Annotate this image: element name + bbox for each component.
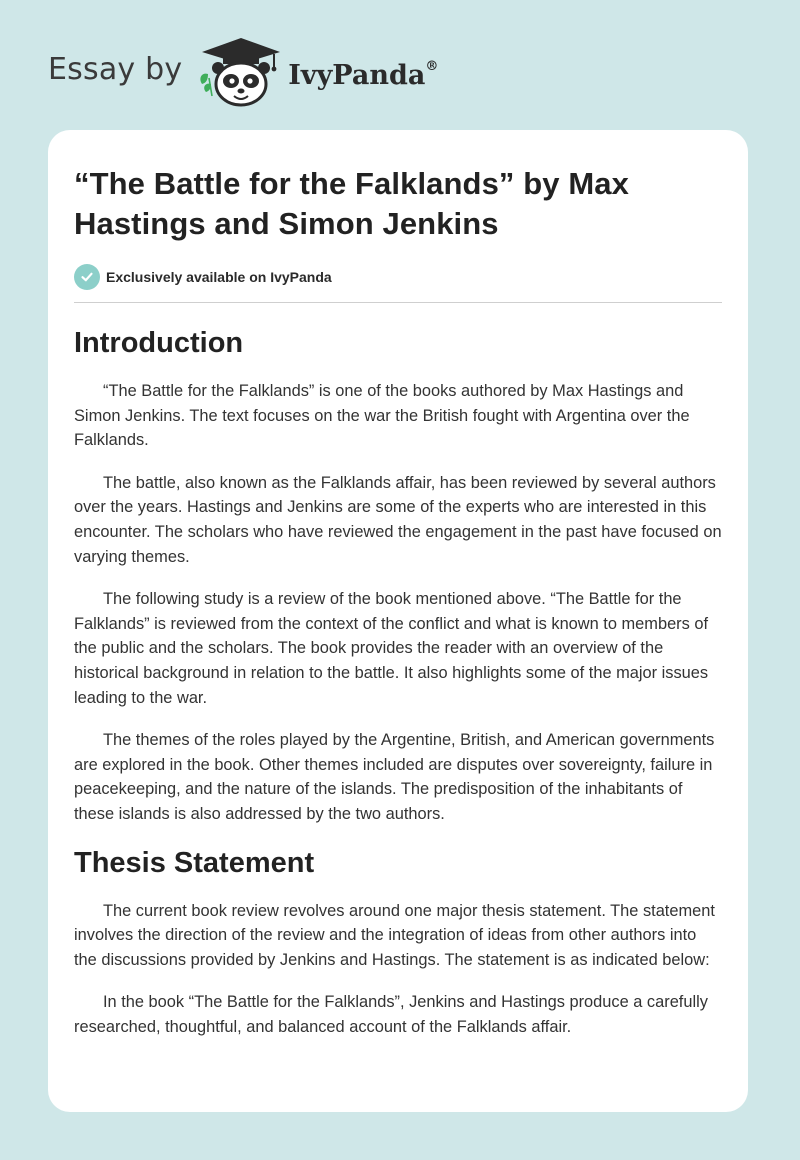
paragraph: The following study is a review of the book mentioned above. “The Battle for the Falklands” is reviewed from the context of the conflict and what is known to members of the public and the scholars. The book provides the reader with an overview of the historical background in relation to the battle. It also highlights some of the major issues leading to the war. — [74, 590, 709, 707]
section-thesis-statement — [74, 845, 722, 1040]
panda-graduate-icon[interactable] — [196, 34, 286, 108]
section-heading: Introduction — [74, 327, 244, 359]
exclusive-badge — [74, 264, 722, 290]
essay-by-label: Essay by — [48, 51, 183, 87]
paragraph: In the book “The Battle for the Falklands”, Jenkins and Hastings produce a carefully researched, thoughtful, and balanced account of the Falklands affair. — [74, 993, 708, 1036]
brand-name: IvyPanda — [288, 59, 426, 91]
paragraph: The current book review revolves around one major thesis statement. The statement involves the direction of the review and the integration of ideas from other authors into the discussions provided by Jenkins and Hastings. The statement is as indicated below: — [74, 901, 715, 969]
exclusive-label: Exclusively available on IvyPanda — [106, 269, 332, 285]
registered-mark: ® — [425, 58, 439, 74]
page-title: “The Battle for the Falklands” by Max Hastings and Simon Jenkins — [74, 166, 629, 241]
paragraph: The battle, also known as the Falklands affair, has been reviewed by several authors over the years. Hastings and Jenkins are some of the experts who are interested in this encounter. The scholars who have reviewed the engagement in the past have focused on varying themes. — [74, 473, 722, 566]
section-introduction — [74, 325, 722, 827]
paragraph: The themes of the roles played by the Argentine, British, and American governments are explored in the book. Other themes included are disputes over sovereignty, failure in peacekeeping, and the nature of the islands. The predisposition of the inhabitants of these islands is also addressed by the two authors. — [74, 731, 715, 823]
check-icon — [74, 264, 100, 290]
ivypanda-brand[interactable] — [288, 60, 438, 91]
title-divider — [74, 302, 722, 303]
site-header — [48, 30, 438, 120]
section-heading: Thesis Statement — [74, 846, 315, 879]
paragraph: “The Battle for the Falklands” is one of the books authored by Max Hastings and Simon Jenkins. The text focuses on the war the British fought with Argentina over the Falklands. — [74, 382, 690, 450]
essay-card — [48, 130, 748, 1112]
